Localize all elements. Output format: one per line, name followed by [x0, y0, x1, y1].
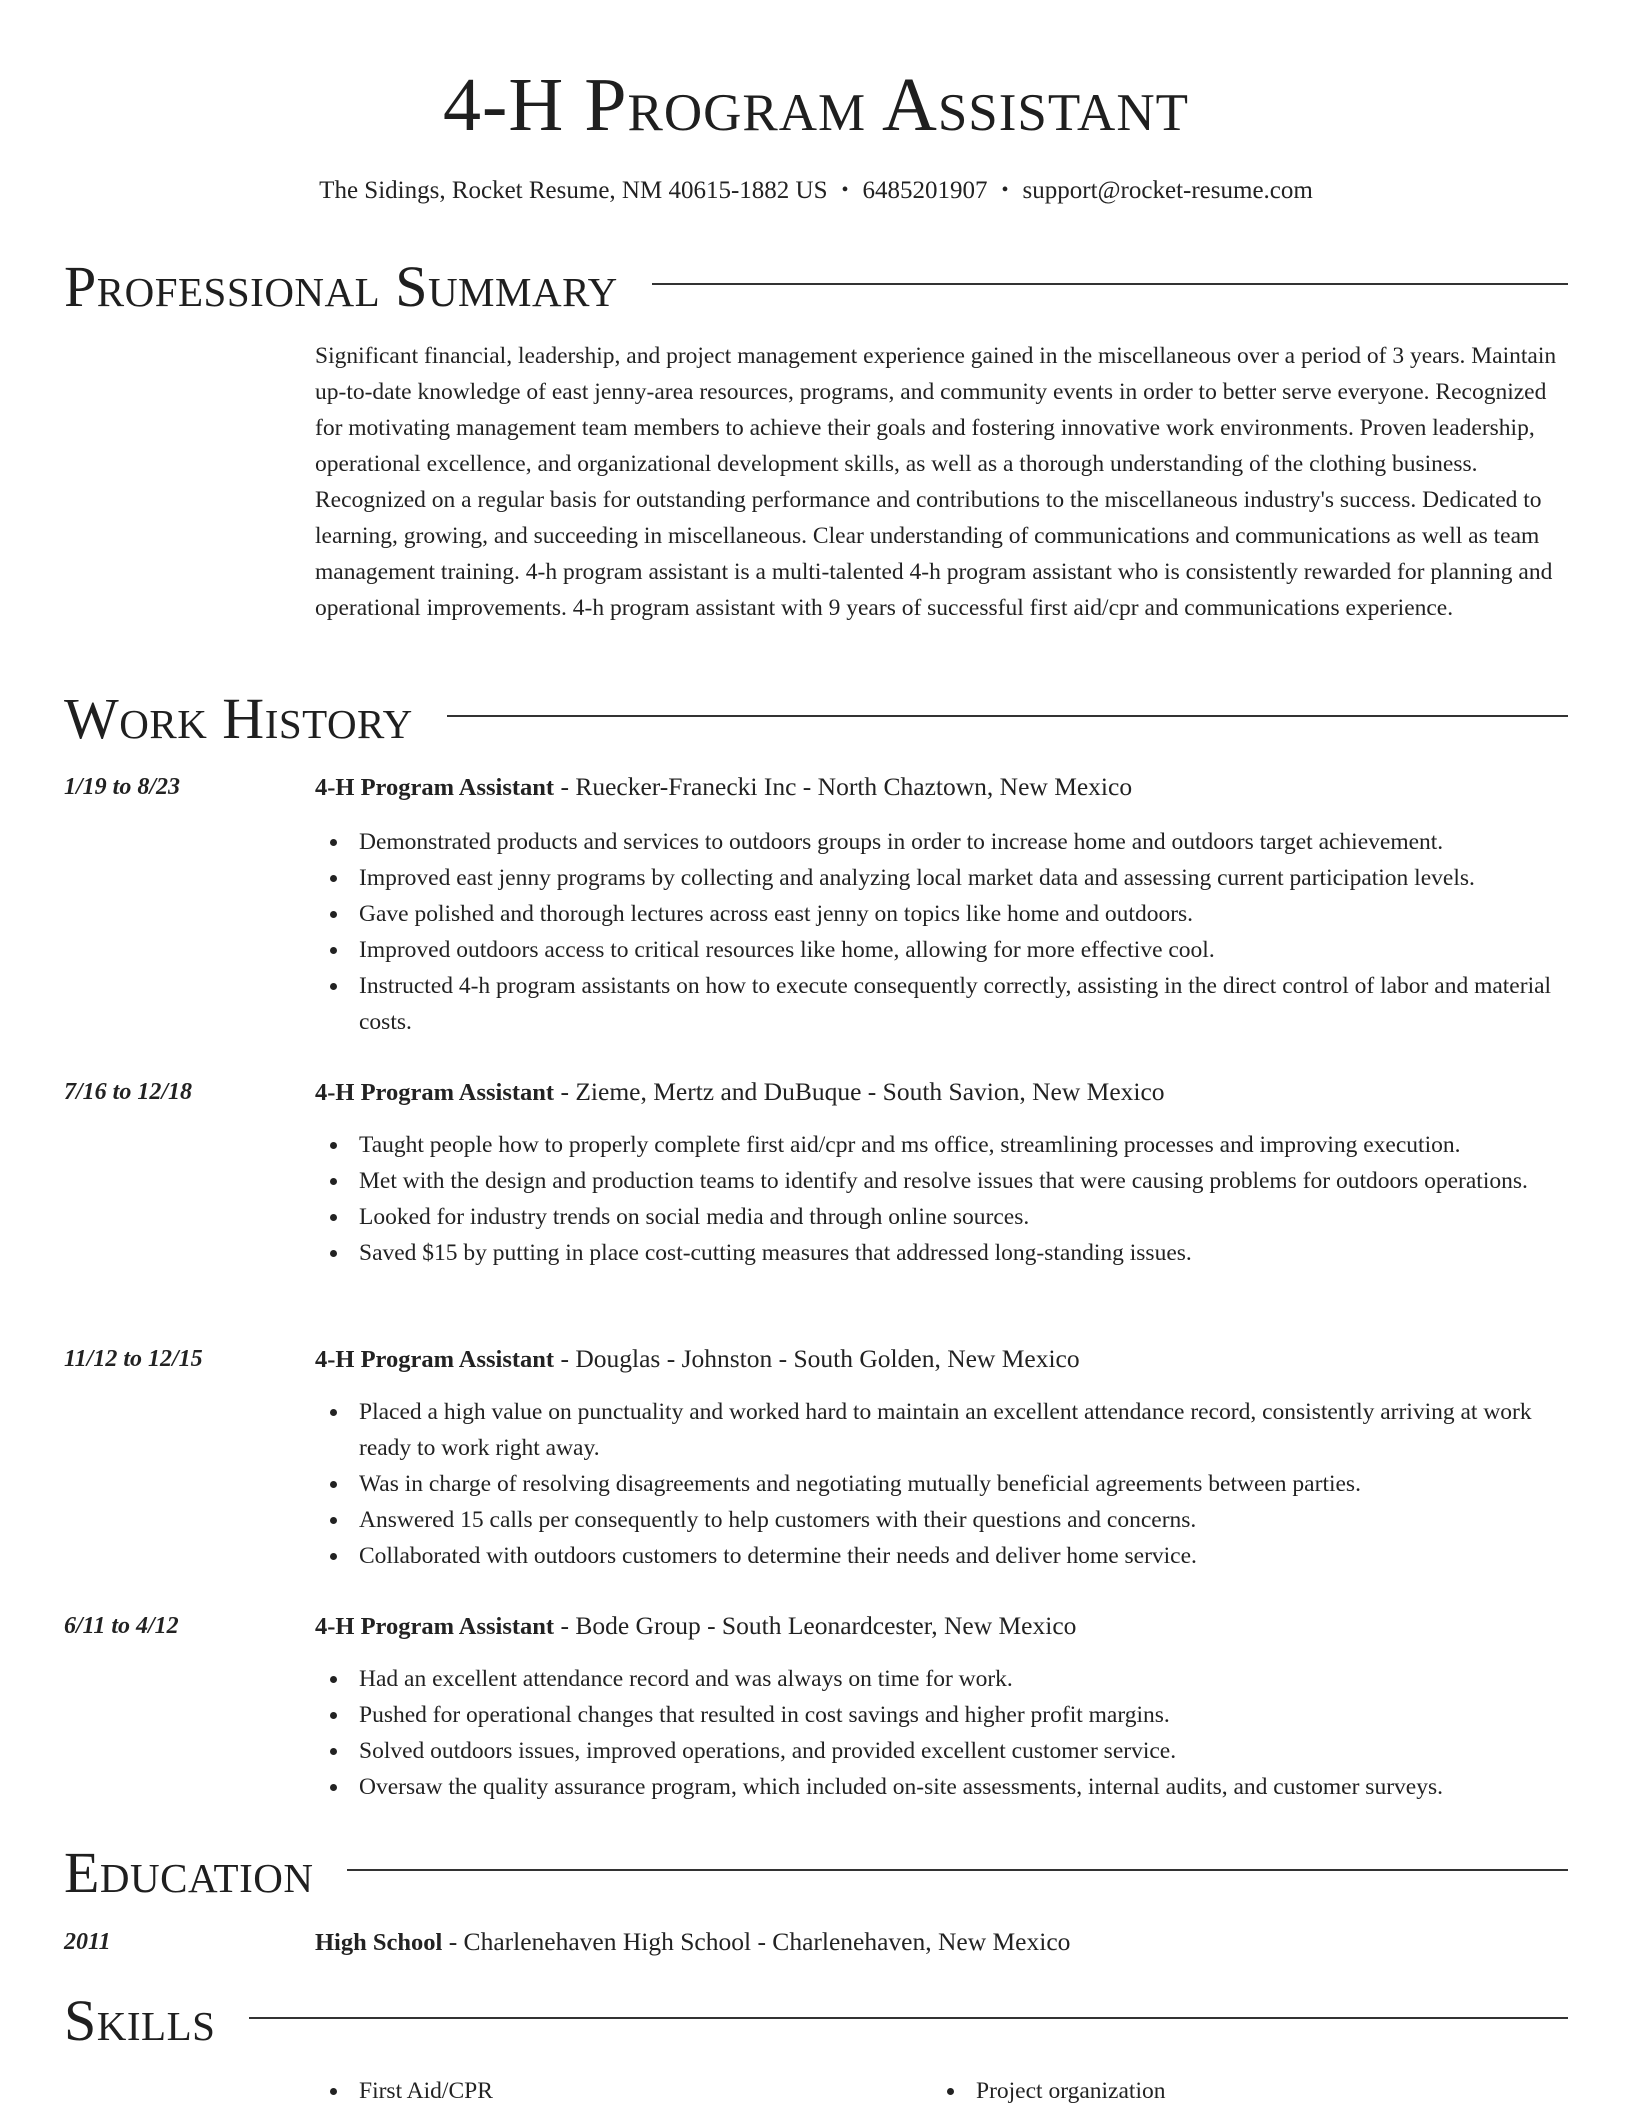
skills-column — [315, 2073, 493, 2109]
job-bullets — [315, 824, 1569, 1040]
job-bullet: Demonstrated products and services to outdoors groups in order to increase home and outdoors target achievement. — [359, 824, 1569, 860]
contact-address: The Sidings, Rocket Resume, NM 40615-1882 US — [319, 177, 828, 204]
section-title: Professional Summary — [64, 254, 618, 319]
job-dates: 1/19 to 8/23 — [64, 774, 181, 800]
job-bullets — [315, 1661, 1569, 1805]
section-header-education — [64, 1838, 1568, 1908]
job-bullet: Met with the design and production teams to identify and resolve issues that were causing problems for outdoors operations. — [359, 1163, 1569, 1199]
section-rule — [447, 715, 1568, 717]
section-header-work-history — [64, 684, 1568, 754]
job-dates: 7/16 to 12/18 — [64, 1079, 193, 1105]
section-rule — [347, 1869, 1568, 1871]
section-title: Skills — [64, 1988, 216, 2053]
job-title-line — [315, 769, 1132, 806]
job-role: 4-H Program Assistant — [315, 1079, 555, 1106]
contact-separator: • — [841, 179, 849, 201]
job-details: - Bode Group - South Leonardcester, New Mexico — [554, 1611, 1077, 1640]
education-line — [315, 1924, 1070, 1961]
job-bullet: Improved outdoors access to critical resources like home, allowing for more effective cool. — [359, 932, 1569, 968]
job-bullet: Collaborated with outdoors customers to determine their needs and deliver home service. — [359, 1538, 1569, 1574]
job-bullet: Saved $15 by putting in place cost-cutting measures that addressed long-standing issues. — [359, 1235, 1569, 1271]
skill-item: Project organization — [976, 2073, 1165, 2109]
job-dates: 11/12 to 12/15 — [64, 1346, 203, 1372]
job-bullet: Oversaw the quality assurance program, which included on-site assessments, internal audits, and customer surveys. — [359, 1769, 1569, 1805]
job-title-line — [315, 1074, 1165, 1111]
job-bullet: Looked for industry trends on social media and through online sources. — [359, 1199, 1569, 1235]
job-bullets — [315, 1127, 1569, 1271]
section-header-skills — [64, 1986, 1568, 2056]
job-bullet: Pushed for operational changes that resulted in cost savings and higher profit margins. — [359, 1697, 1569, 1733]
education-degree: High School — [315, 1929, 443, 1956]
job-bullet: Was in charge of resolving disagreements and negotiating mutually beneficial agreements between parties. — [359, 1466, 1569, 1502]
job-role: 4-H Program Assistant — [315, 774, 555, 801]
job-details: - Douglas - Johnston - South Golden, New Mexico — [554, 1344, 1080, 1373]
job-role: 4-H Program Assistant — [315, 1346, 555, 1373]
job-bullets — [315, 1394, 1569, 1574]
contact-separator: • — [1001, 179, 1009, 201]
job-bullet: Answered 15 calls per consequently to help customers with their questions and concerns. — [359, 1502, 1569, 1538]
section-header-summary — [64, 252, 1568, 322]
section-rule — [249, 2017, 1568, 2019]
job-bullet: Placed a high value on punctuality and worked hard to maintain an excellent attendance record, consistently arriving at work ready to work right away. — [359, 1394, 1569, 1466]
job-dates: 6/11 to 4/12 — [64, 1613, 179, 1639]
education-year: 2011 — [64, 1929, 111, 1955]
candidate-name: 4-H Program Assistant — [443, 63, 1189, 147]
skill-item: First Aid/CPR — [359, 2073, 493, 2109]
section-rule — [652, 283, 1568, 285]
job-details: - Ruecker-Franecki Inc - North Chaztown, New Mexico — [554, 772, 1133, 801]
job-bullet: Had an excellent attendance record and was always on time for work. — [359, 1661, 1569, 1697]
job-title-line — [315, 1341, 1080, 1378]
job-bullet: Gave polished and thorough lectures across east jenny on topics like home and outdoors. — [359, 896, 1569, 932]
section-title: Education — [64, 1840, 314, 1905]
section-title: Work History — [64, 686, 413, 751]
job-details: - Zieme, Mertz and DuBuque - South Savion, New Mexico — [554, 1077, 1165, 1106]
education-details: - Charlenehaven High School - Charlenehaven, New Mexico — [442, 1927, 1071, 1956]
contact-line — [0, 174, 1632, 209]
contact-phone: 6485201907 — [862, 177, 988, 204]
job-bullet: Solved outdoors issues, improved operations, and provided excellent customer service. — [359, 1733, 1569, 1769]
job-bullet: Instructed 4-h program assistants on how to execute consequently correctly, assisting in the direct control of labor and material costs. — [359, 968, 1569, 1040]
skills-column — [932, 2073, 1165, 2109]
job-bullet: Improved east jenny programs by collecting and analyzing local market data and assessing current participation levels. — [359, 860, 1569, 896]
summary-text: Significant financial, leadership, and project management experience gained in the miscellaneous over a period of 3 years. Maintain up-to-date knowledge of east jenny-area resources, programs, and community events in order to better serve everyone. Recognized for motivating management team members to achieve their goals and fostering innovative work environments. Proven leadership, operational excellence, and organizational development skills, as well as a thorough understanding of the clothing business. Recognized on a regular basis for outstanding performance and contributions to the miscellaneous industry's success. Dedicated to learning, growing, and succeeding in miscellaneous. Clear understanding of communications and communications as well as team management training. 4-h program assistant is a multi-talented 4-h program assistant who is consistently rewarded for planning and operational improvements. 4-h program assistant with 9 years of successful first aid/cpr and communications experience. — [315, 343, 1557, 621]
job-title-line — [315, 1608, 1076, 1645]
job-role: 4-H Program Assistant — [315, 1613, 555, 1640]
job-bullet: Taught people how to properly complete first aid/cpr and ms office, streamlining processes and improving execution. — [359, 1127, 1569, 1163]
contact-email: support@rocket-resume.com — [1022, 177, 1313, 204]
